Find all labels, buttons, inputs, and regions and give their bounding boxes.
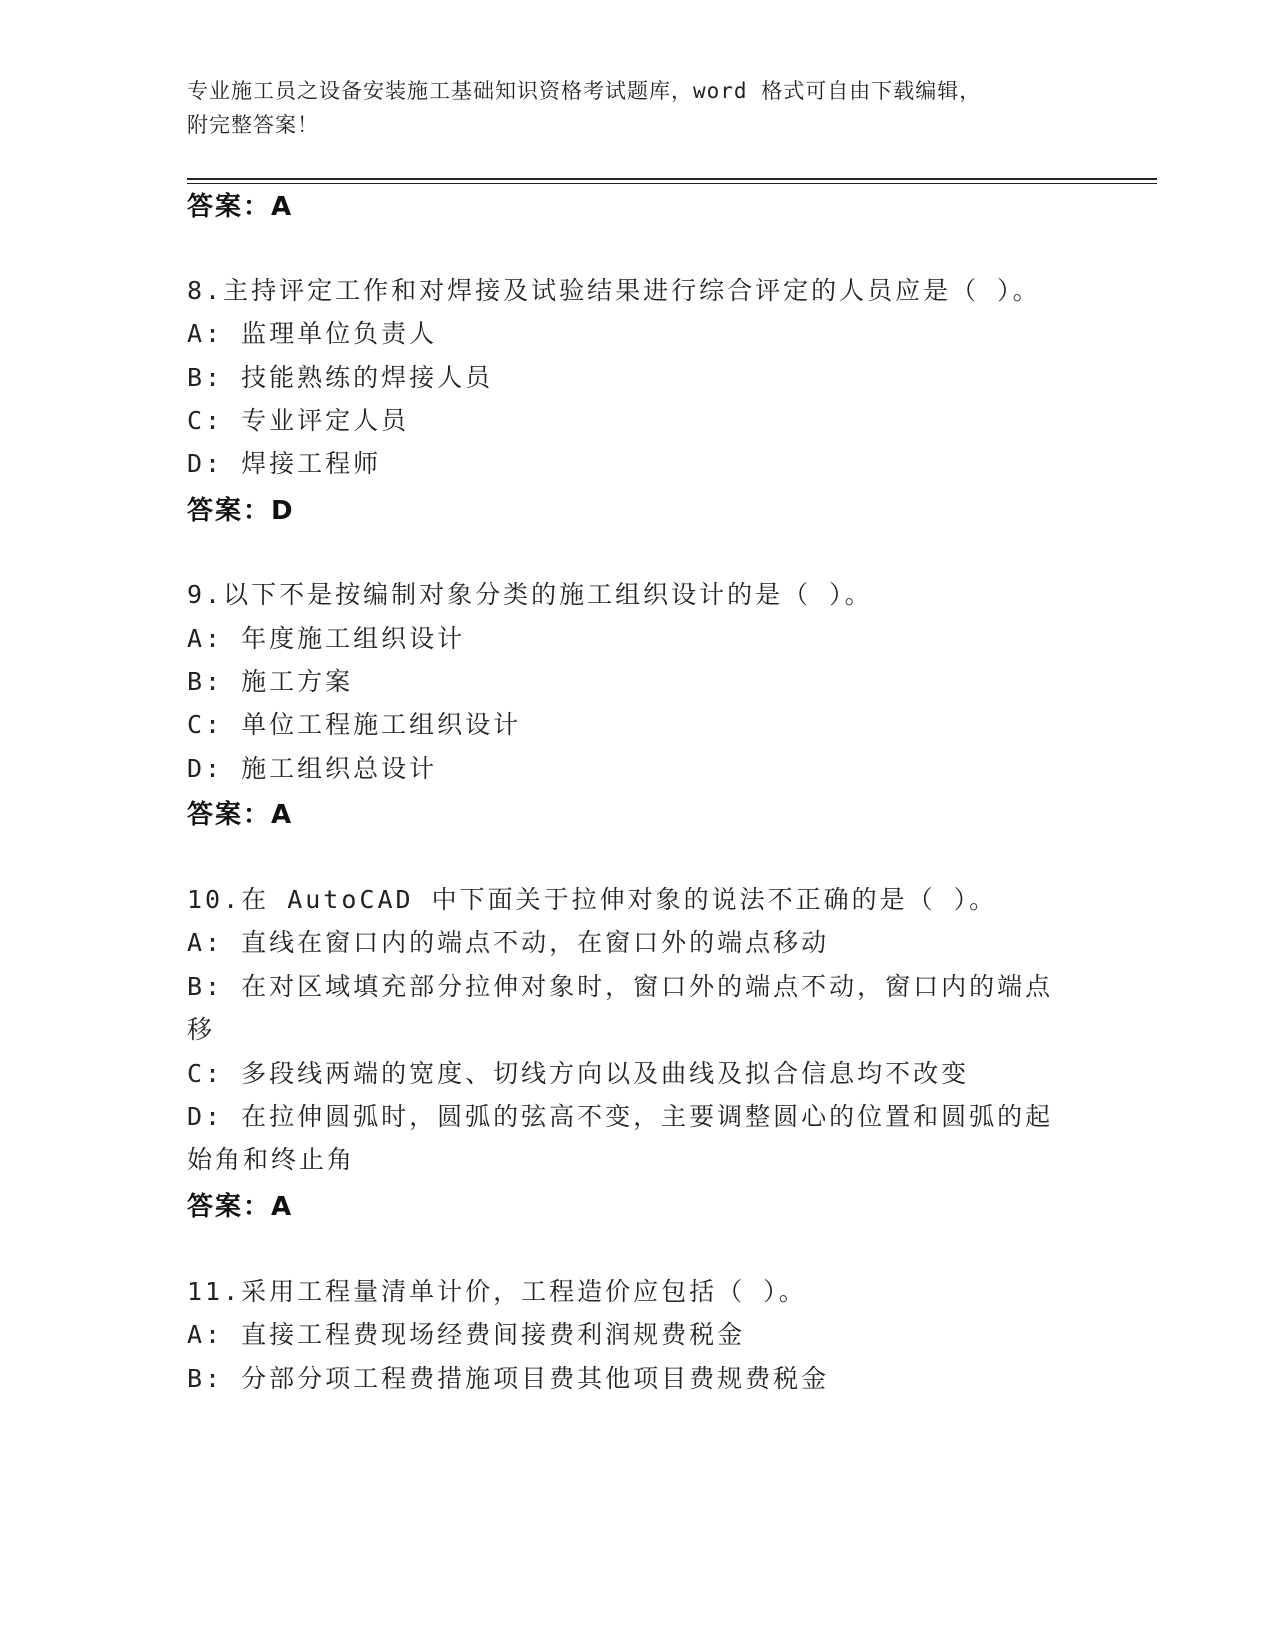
header-divider-thin [187, 183, 1157, 184]
question-answer: 答案：A [187, 1192, 294, 1222]
question-option: B: 在对区域填充部分拉伸对象时，窗口外的端点不动，窗口内的端点 [187, 972, 1054, 1001]
question-option: A: 年度施工组织设计 [187, 624, 466, 653]
question-option: B: 施工方案 [187, 667, 354, 696]
question-option-continued: 始角和终止角 [187, 1145, 356, 1174]
question-option: C: 单位工程施工组织设计 [187, 710, 522, 739]
question-option: B: 技能熟练的焊接人员 [187, 363, 494, 392]
question-option: D: 在拉伸圆弧时，圆弧的弦高不变，主要调整圆心的位置和圆弧的起 [187, 1102, 1054, 1131]
question-stem: 9.以下不是按编制对象分类的施工组织设计的是（ ）。 [187, 580, 873, 609]
question-answer: 答案：A [187, 800, 294, 830]
question-stem: 8.主持评定工作和对焊接及试验结果进行综合评定的人员应是（ ）。 [187, 276, 1041, 305]
header-divider-thick [187, 178, 1157, 180]
question-option: D: 施工组织总设计 [187, 754, 438, 783]
question-option: D: 焊接工程师 [187, 449, 382, 478]
document-header [187, 74, 1067, 142]
header-line-1: 专业施工员之设备安装施工基础知识资格考试题库，word 格式可自由下载编辑， [187, 79, 982, 103]
question-stem: 11.采用工程量清单计价，工程造价应包括（ ）。 [187, 1277, 807, 1306]
header-line-2: 附完整答案！ [187, 113, 319, 137]
question-option-continued: 移 [187, 1015, 216, 1044]
question-option: A: 直接工程费现场经费间接费利润规费税金 [187, 1320, 746, 1349]
question-option: C: 多段线两端的宽度、切线方向以及曲线及拟合信息均不改变 [187, 1059, 970, 1088]
question-answer: 答案：D [187, 496, 295, 526]
answer-prev: 答案：A [187, 192, 294, 222]
question-option: A: 监理单位负责人 [187, 319, 438, 348]
question-option: C: 专业评定人员 [187, 406, 410, 435]
question-stem: 10.在 AutoCAD 中下面关于拉伸对象的说法不正确的是（ ）。 [187, 885, 998, 914]
question-option: A: 直线在窗口内的端点不动，在窗口外的端点移动 [187, 928, 830, 957]
question-option: B: 分部分项工程费措施项目费其他项目费规费税金 [187, 1364, 830, 1393]
